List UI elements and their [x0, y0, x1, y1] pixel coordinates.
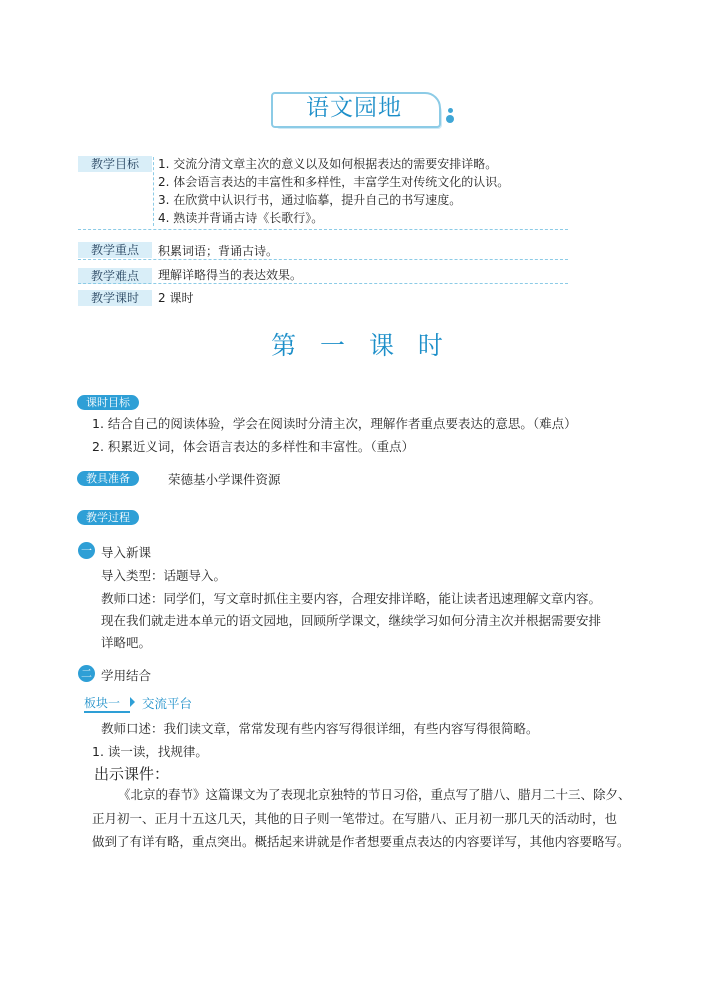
goal-label: 教学目标 — [78, 156, 152, 172]
prep-text: 荣德基小学课件资源 — [168, 472, 281, 487]
tab-arrow-icon — [130, 697, 135, 707]
page-title: 语文园地 — [306, 95, 402, 121]
prep-label: 教具准备 — [77, 471, 139, 486]
courseware-line: 《北京的春节》这篇课文为了表现北京独特的节日习俗，重点写了腊八、腊月二十三、除夕、 — [118, 787, 631, 802]
objectives-divider — [153, 157, 154, 226]
step-title: 学用结合 — [101, 668, 152, 683]
courseware-line: 正月初一、正月十五这几天，其他的日子则一笔带过。在写腊八、正月初一那几天的活动时，也 — [92, 811, 618, 826]
goal-item: 2. 体会语言表达的丰富性和多样性，丰富学生对传统文化的认识。 — [158, 175, 510, 189]
targets-label: 课时目标 — [77, 395, 139, 410]
step-line: 教师口述：同学们，写文章时抓住主要内容，合理安排详略，能让读者迅速理解文章内容。 — [101, 591, 602, 606]
difficulty-label: 教学难点 — [78, 268, 152, 284]
hours-label: 教学课时 — [78, 290, 152, 306]
block-label: 板块一 — [84, 696, 130, 713]
step-number-badge: 一 — [78, 542, 95, 559]
goal-item: 4. 熟读并背诵古诗《长歌行》。 — [158, 211, 324, 225]
step-line: 现在我们就走进本单元的语文园地，回顾所学课文，继续学习如何分清主次并根据需要安排 — [101, 613, 602, 628]
goal-item: 3. 在欣赏中认识行书，通过临摹，提升自己的书写速度。 — [158, 193, 462, 207]
task-line: 1. 读一读，找规律。 — [92, 744, 208, 759]
goal-item: 1. 交流分清文章主次的意义以及如何根据表达的需要安排详略。 — [158, 157, 498, 171]
target-item: 1. 结合自己的阅读体验，学会在阅读时分清主次，理解作者重点要表达的意思。（难点） — [92, 416, 577, 431]
courseware-label: 出示课件： — [94, 765, 170, 783]
divider — [78, 259, 568, 260]
step-line: 导入类型：话题导入。 — [101, 568, 227, 583]
step-line: 详略吧。 — [101, 635, 152, 650]
key-text: 积累词语；背诵古诗。 — [158, 244, 279, 258]
lesson-title: 第 一 课 时 — [271, 331, 451, 360]
process-label: 教学过程 — [77, 510, 139, 525]
teacher-line: 教师口述：我们读文章，常常发现有些内容写得很详细，有些内容写得很简略。 — [101, 721, 539, 736]
step-title: 导入新课 — [101, 545, 152, 560]
decorative-dots-icon — [446, 108, 456, 124]
key-label: 教学重点 — [78, 242, 152, 258]
courseware-line: 做到了有详有略，重点突出。概括起来讲就是作者想要重点表达的内容要详写，其他内容要略写。 — [92, 834, 630, 849]
step-number-badge: 二 — [78, 665, 95, 682]
divider — [78, 229, 568, 230]
difficulty-text: 理解详略得当的表达效果。 — [158, 268, 303, 282]
block-title: 交流平台 — [142, 696, 193, 711]
hours-text: 2 课时 — [158, 291, 194, 305]
divider — [78, 283, 568, 284]
target-item: 2. 积累近义词，体会语言表达的多样性和丰富性。（重点） — [92, 439, 415, 454]
